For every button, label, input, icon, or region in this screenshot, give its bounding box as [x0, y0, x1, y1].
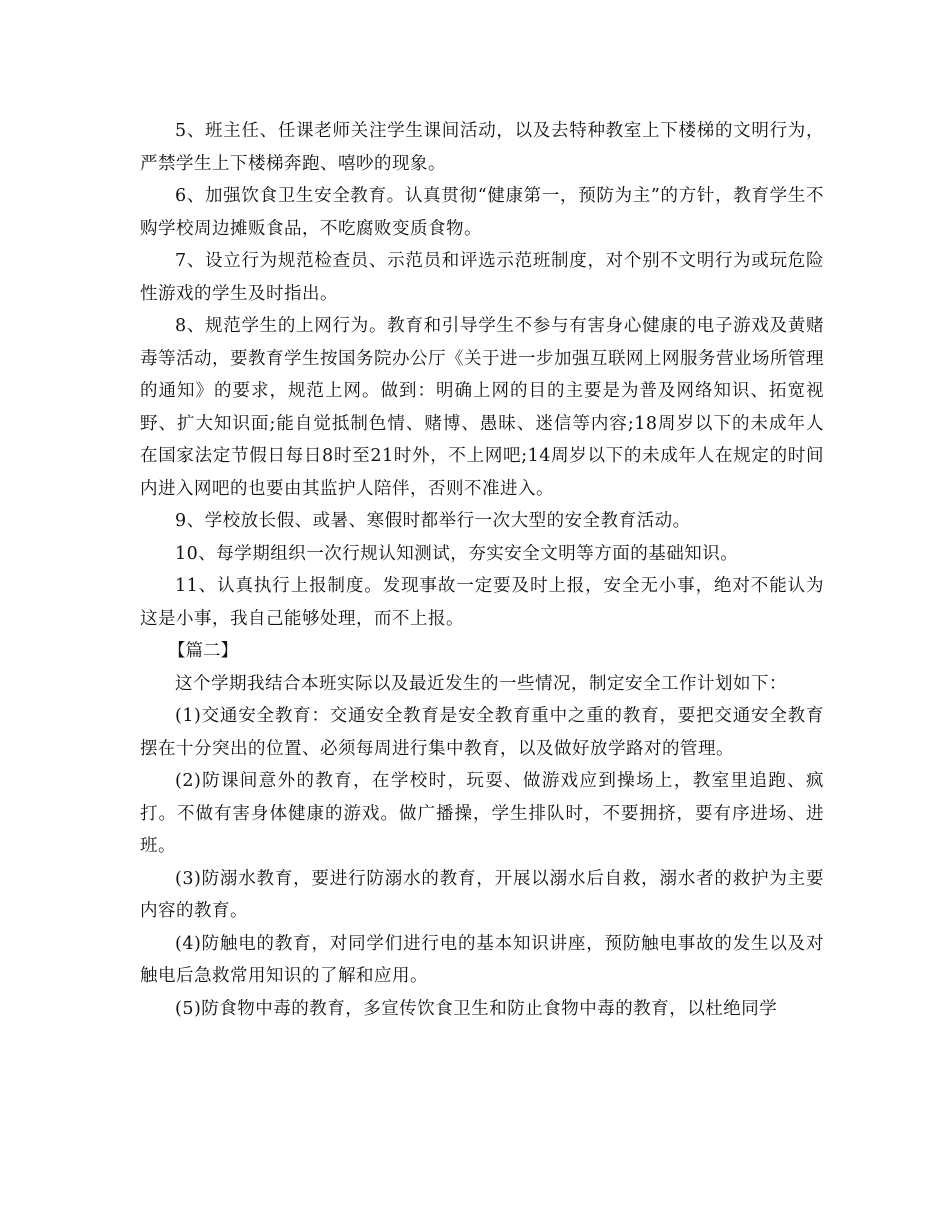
paragraph-food-safety: (5)防食物中毒的教育，多宣传饮食卫生和防止食物中毒的教育，以杜绝同学 [175, 998, 778, 1019]
paragraph-traffic-safety: (1)交通安全教育：交通安全教育是安全教育重中之重的教育，要把交通安全教育摆在十分突出的位置、必须每周进行集中教育，以及做好放学路对的管理。 [140, 706, 824, 759]
paragraph-intro: 这个学期我结合本班实际以及最近发生的一些情况，制定安全工作计划如下： [175, 673, 787, 694]
paragraph-item-11: 11、认真执行上报制度。发现事故一定要及时上报，安全无小事，绝对不能认为这是小事，我自己能够处理，而不上报。 [140, 576, 824, 629]
paragraph-item-6: 6、加强饮食卫生安全教育。认真贯彻“健康第一，预防为主”的方针，教育学生不购学校周边摊贩食品，不吃腐败变质食物。 [140, 186, 824, 239]
paragraph-item-9: 9、学校放长假、或暑、寒假时都举行一次大型的安全教育活动。 [175, 511, 691, 531]
paragraph-item-7: 7、设立行为规范检查员、示范员和评选示范班制度，对个别不文明行为或玩危险性游戏的学生及时指出。 [140, 251, 824, 304]
paragraph-electric-safety: (4)防触电的教育，对同学们进行电的基本知识讲座，预防触电事故的发生以及对触电后急救常用知识的了解和应用。 [140, 933, 824, 986]
paragraph-item-8: 8、规范学生的上网行为。教育和引导学生不参与有害身心健康的电子游戏及黄赌毒等活动，要教育学生按国务院办公厅《关于进一步加强互联网上网服务营业场所管理的通知》的要求，规范上网。做到：明确上网的目的主要是为普及网络知识、拓宽视野、扩大知识面;能自觉抵制色情、赌博、愚昧、迷信等内容;18周岁以下的未成年人在国家法定节假日每日8时至21时外，不上网吧;14周岁以下的未成年人在规定的时间内进入网吧的也要由其监护人陪伴，否则不准进入。 [140, 316, 824, 499]
paragraph-recess-safety: (2)防课间意外的教育，在学校时，玩耍、做游戏应到操场上，教室里追跑、疯打。不做有害身体健康的游戏。做广播操，学生排队时，不要拥挤，要有序进场、进班。 [140, 771, 824, 856]
paragraph-drowning-safety: (3)防溺水教育，要进行防溺水的教育，开展以溺水后自救，溺水者的救护为主要内容的教育。 [140, 868, 824, 921]
paragraph-item-10: 10、每学期组织一次行规认知测试，夯实安全文明等方面的基础知识。 [175, 543, 739, 564]
section-heading: 【篇二】 [168, 641, 238, 661]
paragraph-item-5: 5、班主任、任课老师关注学生课间活动，以及去特种教室上下楼梯的文明行为，严禁学生上下楼梯奔跑、嘻吵的现象。 [140, 121, 824, 174]
